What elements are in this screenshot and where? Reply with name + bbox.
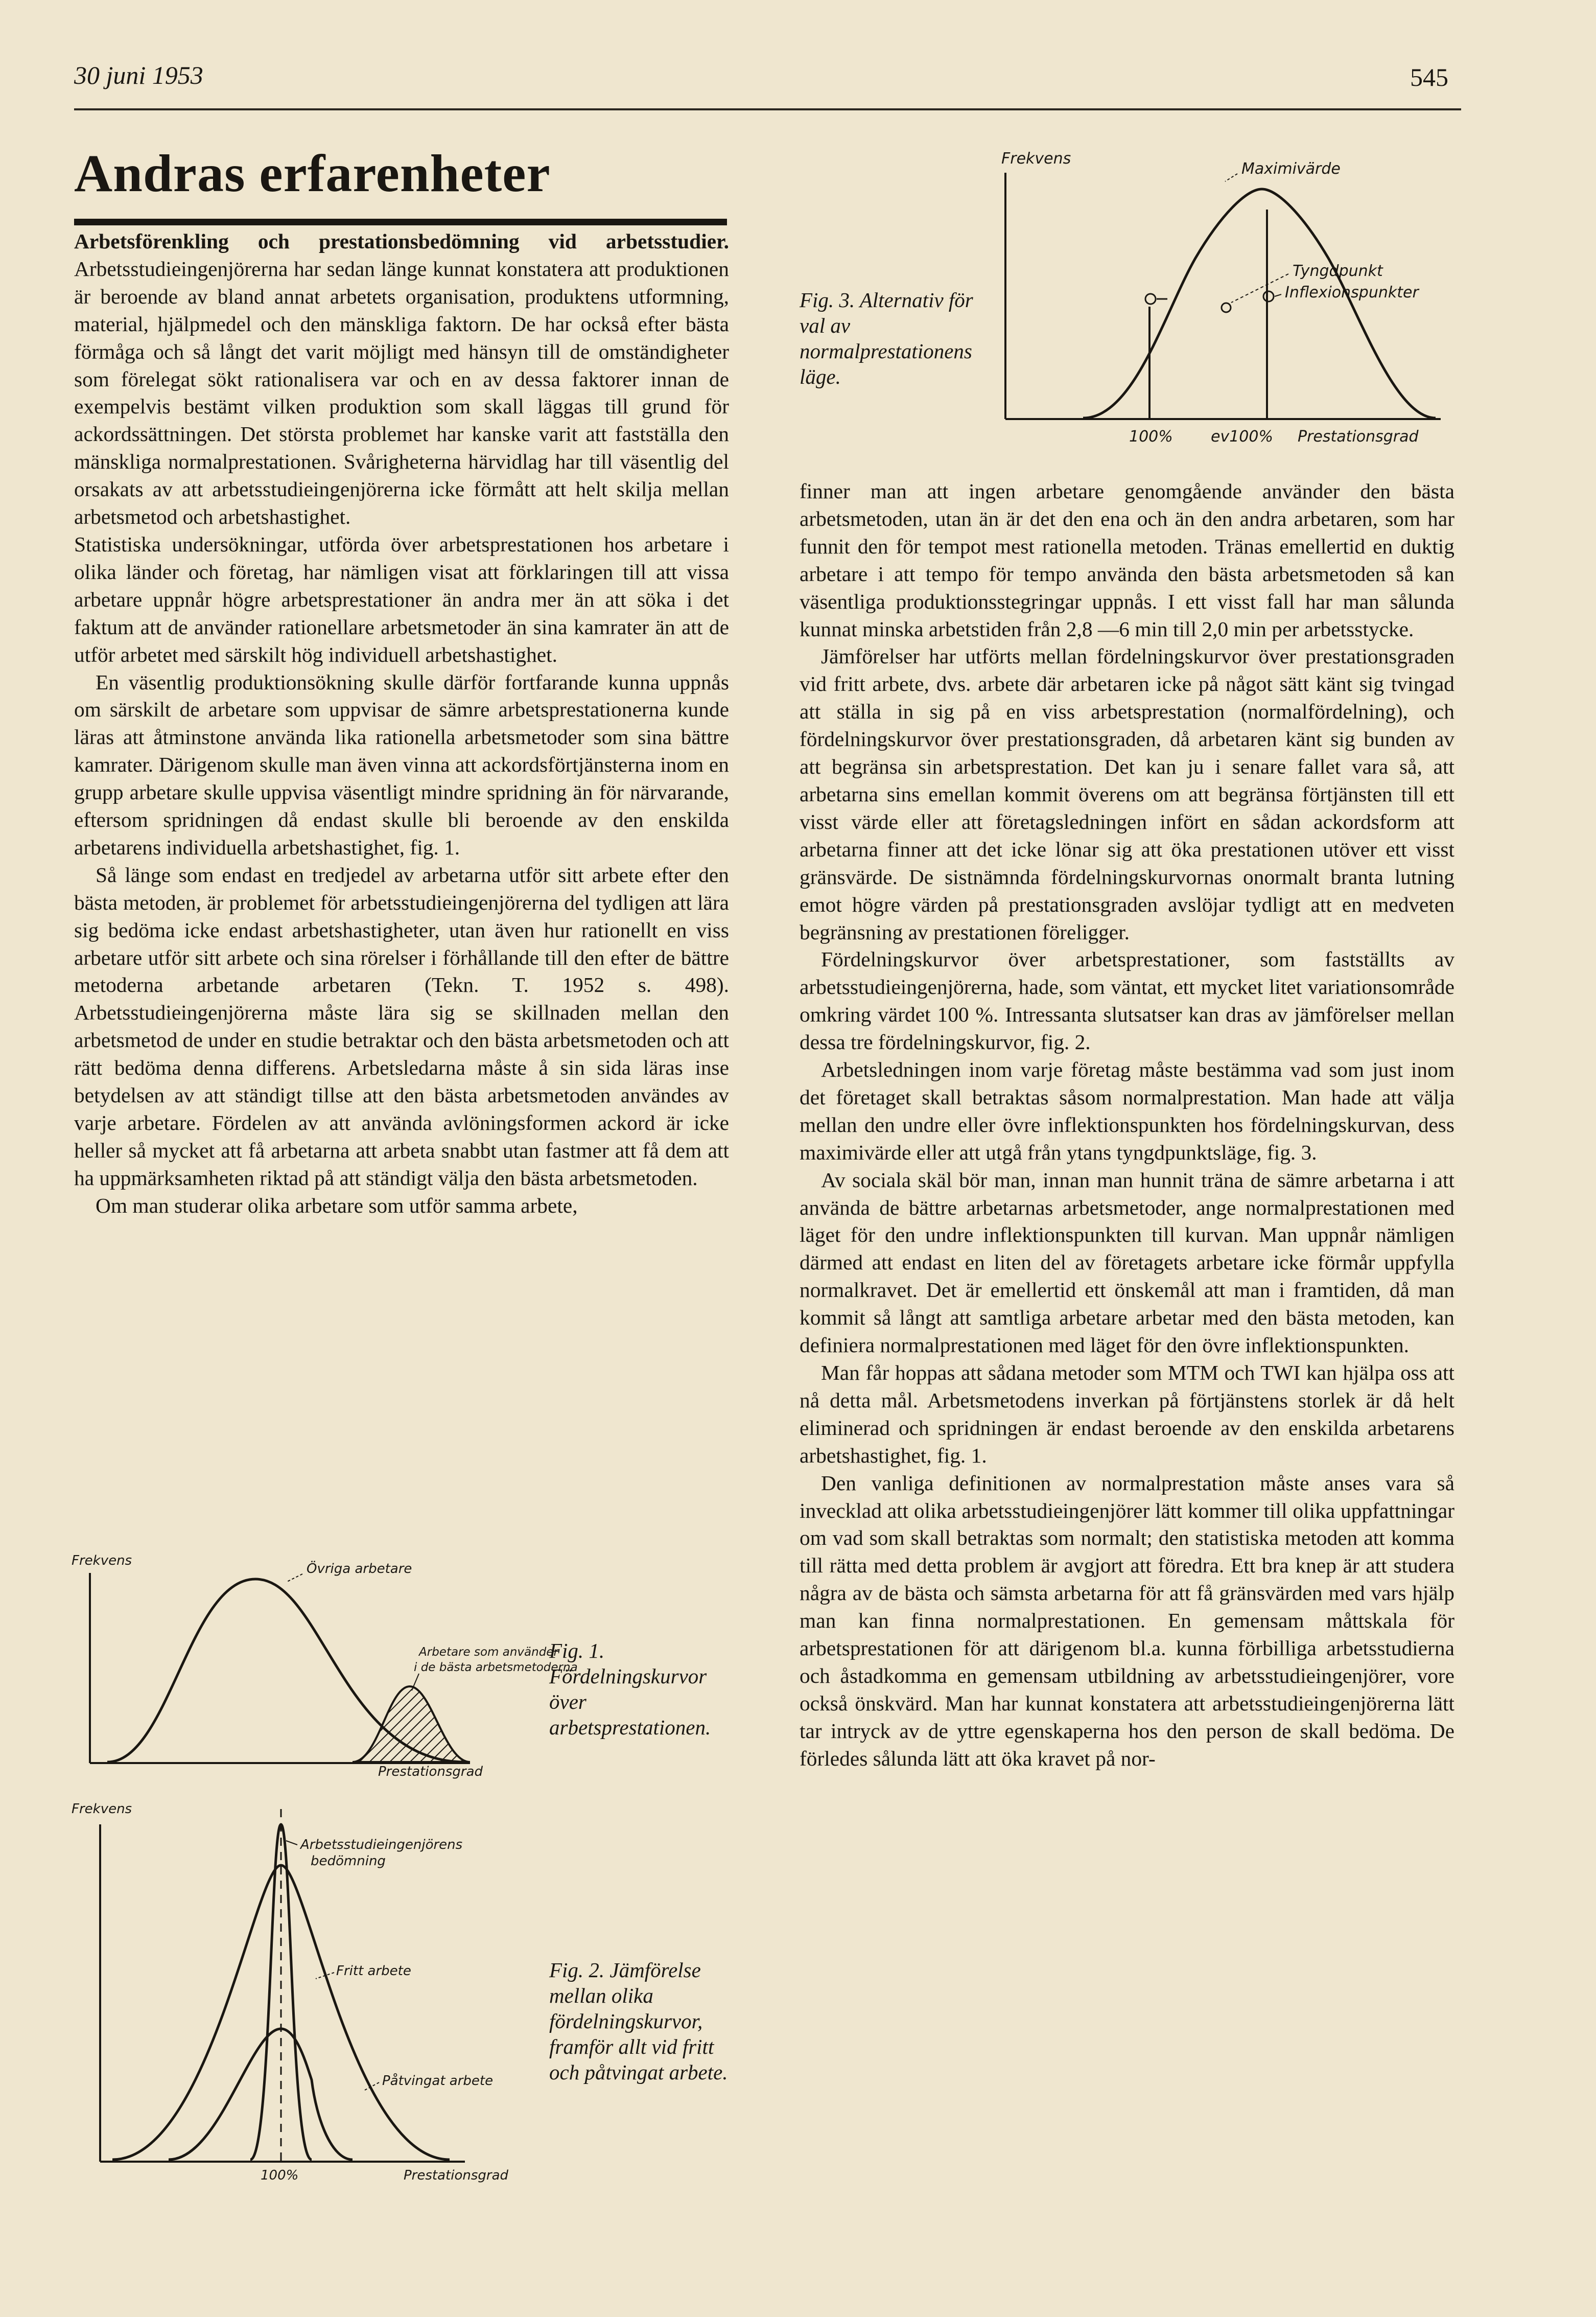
fig1-caption: Fig. 1. Fördelningskurvor över arbetsprestationen.	[549, 1639, 711, 1739]
article-title: Andras erfarenheter	[74, 144, 551, 203]
fig2-label-judged-1: Arbetsstudieingenjörens	[300, 1837, 463, 1852]
paragraph: Fördelningskurvor över arbetsprestationer, som fastställts av arbetsstudieingenjörerna, hade, som väntat, ett mycket litet variationsområde omkring värdet 100 %. Intressanta slutsatser kan dras av jämförelser mellan dessa tre fördelningskurvor, fig. 2.	[800, 947, 1454, 1054]
fig3-centroid	[1222, 303, 1231, 312]
paragraph: Så länge som endast en tredjedel av arbetarna utför sitt arbete efter den bästa metoden, är problemet för arbetsstudieingenjörerna del tydligen att lära sig bedöma icke endast arbetshastigheter, utan även hur rationellt en viss arbetare utför sitt arbete och sina rörelser i förhållande till den efter de bättre metoderna arbetande arbetaren (Tekn. T. 1952 s. 498). Arbetsstudieingenjörerna måste lära sig se skillnaden mellan den arbetsmetod de under en studie betraktar och den bästa arbetsmetoden och att rätt bedöma denna differens. Arbetsledarna måste å sin sida läras inse betydelsen av att ständigt tillse att den bästa arbetsmetoden användes av varje arbetare. Fördelen av att använda avlöningsformen ackord är icke heller så mycket att få arbetarna att arbeta snabbt utan fastmer att få dem att ha uppmärksamheten riktad på att ständigt välja den bästa arbetsmetoden.	[74, 863, 729, 1190]
fig3-curve	[1083, 189, 1436, 418]
fig2-x-tick: 100%	[261, 2168, 299, 2183]
fig3-label-inflection: Inflexionspunkter	[1285, 284, 1419, 302]
fig2-y-label: Frekvens	[72, 1801, 132, 1817]
paragraph: Arbetsstudieingenjörerna har sedan länge kunnat konstatera att produktionen är beroende av bland annat arbetets organisation, produktens utformning, material, hjälpmedel och den mänskliga faktorn. De har också efter bästa förmåga och så långt det varit möjligt med hänsyn till de omständigheter som förelegat sökt rationalisera var och en av dessa faktorer innan de exempelvis bestämt vilken produktion som skall läggas till grund för ackordssättningen. Det största problemet har kanske varit att fastställa den mänskliga normalprestationen. Svårigheterna härvidlag har till väsentlig del orsakats av att arbetsstudieingenjörerna icke förmått att helt skilja mellan arbetsmetod och arbetshastighet.	[74, 257, 729, 529]
fig3-x-tick-2: ev100%	[1211, 428, 1273, 446]
paragraph: En väsentlig produktionsökning skulle därför fortfarande kunna uppnås om särskilt de arbetare som uppvisar de sämre arbetsprestationerna kunde läras att åtminstone använda lika rationella arbetsmetoder som sina bättre kamrater. Därigenom skulle man även vinna att ackordsförtjänsterna inom en grupp arbetare skulle uppvisa väsentligt mindre spridning än för närvarande, eftersom spridningen då endast skulle bli beroende av den enskilda arbetarens individuella arbetshastighet, fig. 1.	[74, 670, 729, 859]
fig3-x-tick-1: 100%	[1129, 428, 1173, 446]
lead-heading: Arbetsförenkling och prestationsbedömning vid arbetsstudier.	[74, 229, 729, 253]
fig1-x-label: Prestationsgrad	[378, 1764, 483, 1779]
fig1-label-best-2: i de bästa arbetsmetoderna	[414, 1661, 578, 1674]
paragraph: Om man studerar olika arbetare som utför samma arbete,	[96, 1193, 578, 1217]
fig2-x-label: Prestationsgrad	[404, 2168, 509, 2183]
fig2-curve-judged	[250, 1824, 312, 2160]
fig3-label-max: Maximivärde	[1241, 160, 1341, 178]
paragraph: Jämförelser har utförts mellan fördelningskurvor över prestationsgraden vid fritt arbete, dvs. arbete där arbetaren icke på något sätt känt sig tvingad att ställa in sig på en viss arbetsprestation (normalfördelning), och fördelningskurvor över prestationsgraden, då arbetaren känt sig bunden av att begränsa sin arbetsprestation. Det kan ju i senare fallet vara så, att arbetarna sins emellan kommit överens om att begränsa förtjänsten till ett visst värde eller att företagsledningen infört en sådan ackordsform att arbetarna finner att det icke lönar sig att öka prestationen utöver ett visst gränsvärde. De sistnämnda fördelningskurvornas onormalt branta lutning emot högre värden på prestationsgraden avslöjar tydligt att en medveten begränsning av prestationen föreligger.	[800, 644, 1454, 944]
fig1-chart	[66, 1548, 578, 1783]
fig3-x-label: Prestationsgrad	[1298, 428, 1419, 446]
fig2-label-judged-2: bedömning	[311, 1853, 386, 1869]
fig2-curve-forced	[169, 2029, 353, 2160]
right-column	[800, 478, 1454, 1773]
fig3-y-label: Frekvens	[1001, 150, 1071, 168]
left-column	[74, 228, 729, 1220]
fig1-curve-best	[353, 1686, 470, 1762]
fig2-chart	[66, 1794, 557, 2192]
fig2-caption: Fig. 2. Jämförelse mellan olika fördelningskurvor, framför allt vid fritt och påtvingat arbete.	[549, 1958, 728, 2084]
page-date: 30 juni 1953	[74, 61, 203, 89]
paragraph: Man får hoppas att sådana metoder som MTM och TWI kan hjälpa oss att nå detta mål. Arbetsmetodens inverkan på förtjänstens storlek är då helt eliminerad och spridningen är endast beroende av den enskilda arbetarens arbetshastighet, fig. 1.	[800, 1361, 1454, 1467]
page-number: 545	[1410, 63, 1448, 91]
fig1-y-label: Frekvens	[72, 1553, 132, 1568]
paragraph: finner man att ingen arbetare genomgående använder den bästa arbetsmetoden, utan än är det den ena och än den andra arbetaren, som har funnit den för tempot mest rationella metoden. Tränas emellertid en duktig arbetare i att tempo för tempo använda den bästa arbetsmetoden så kan väsentliga produktionsstegringar uppnås. I ett visst fall har man sålunda kunnat minska arbetstiden från 2,8 —6 min till 2,0 min per arbetsstycke.	[800, 479, 1454, 641]
fig3-caption: Fig. 3. Alternativ för val av normalprestationens läge.	[800, 288, 973, 388]
fig1-label-best-1: Arbetare som använder	[419, 1646, 558, 1659]
fig1-label-others: Övriga arbetare	[307, 1561, 412, 1577]
paragraph: Av sociala skäl bör man, innan man hunnit träna de sämre arbetarna i att använda de bättre arbetarnas arbetsmetoder, ange normalprestationen med läget för den undre inflektionspunkten till kurvan. Man uppnår nämligen därmed att endast en liten del av företagets arbetare icke förmår uppfylla normalkravet. Det är emellertid ett önskemål att man i framtiden, då man kommit så långt att samtliga arbetare arbetar med den bästa metoden, kan definiera normalprestationen med läget för den övre inflektionspunkten.	[800, 1168, 1454, 1357]
fig2-label-free: Fritt arbete	[336, 1963, 411, 1979]
fig3-upper-inflection-point	[1263, 291, 1274, 302]
header-rule	[74, 108, 1461, 110]
fig3-lower-inflection-point	[1145, 294, 1156, 304]
title-rule	[74, 219, 727, 225]
paragraph: Statistiska undersökningar, utförda över arbetsprestationen hos arbetare i olika länder och företag, har nämligen visat att förklaringen till att vissa arbetare uppnår högre arbetsprestationer än andra mer än att söka i det faktum att de använder rationellare arbetsmetoder än sina kamrater än att de utför arbetet med särskilt hög individuell arbetshastighet.	[74, 532, 729, 666]
paragraph: Arbetsledningen inom varje företag måste bestämma vad som just inom det företaget skall betraktas såsom normalprestation. Man hade att välja mellan den undre eller övre inflektionspunkten hos fördelningskurvan, dess maximivärde eller att utgå från ytans tyngdpunktsläge, fig. 3.	[800, 1058, 1454, 1164]
fig3-label-centroid: Tyngdpunkt	[1293, 262, 1383, 280]
fig2-label-forced: Påtvingat arbete	[382, 2073, 494, 2089]
paragraph: Den vanliga definitionen av normalprestation måste anses vara så invecklad att olika arbetsstudieingenjörer lätt kommer till olika uppfattningar om vad som skall betraktas som normalt; den statistiska metoden att komma till rätta med detta problem är avgjort att föredra. Ett bra knep är att studera några av de bästa och sämsta arbetarna för att få gränsvärden med vars hjälp man kan finna normalprestationen. En gemensam måttskala för arbetsprestationen för att därigenom bl.a. kunna förbilliga arbetsstudierna och åstadkomma en gemensam utbildning av arbetsstudieingenjörer, vore också önskvärd. Man har kunnat konstatera att arbetsstudieingenjörerna lätt tar intryck av de yttre egenskaperna hos den person de skall bedöma. De förledes sålunda lätt att öka kravet på nor-	[800, 1471, 1454, 1770]
fig3-chart	[991, 143, 1461, 460]
